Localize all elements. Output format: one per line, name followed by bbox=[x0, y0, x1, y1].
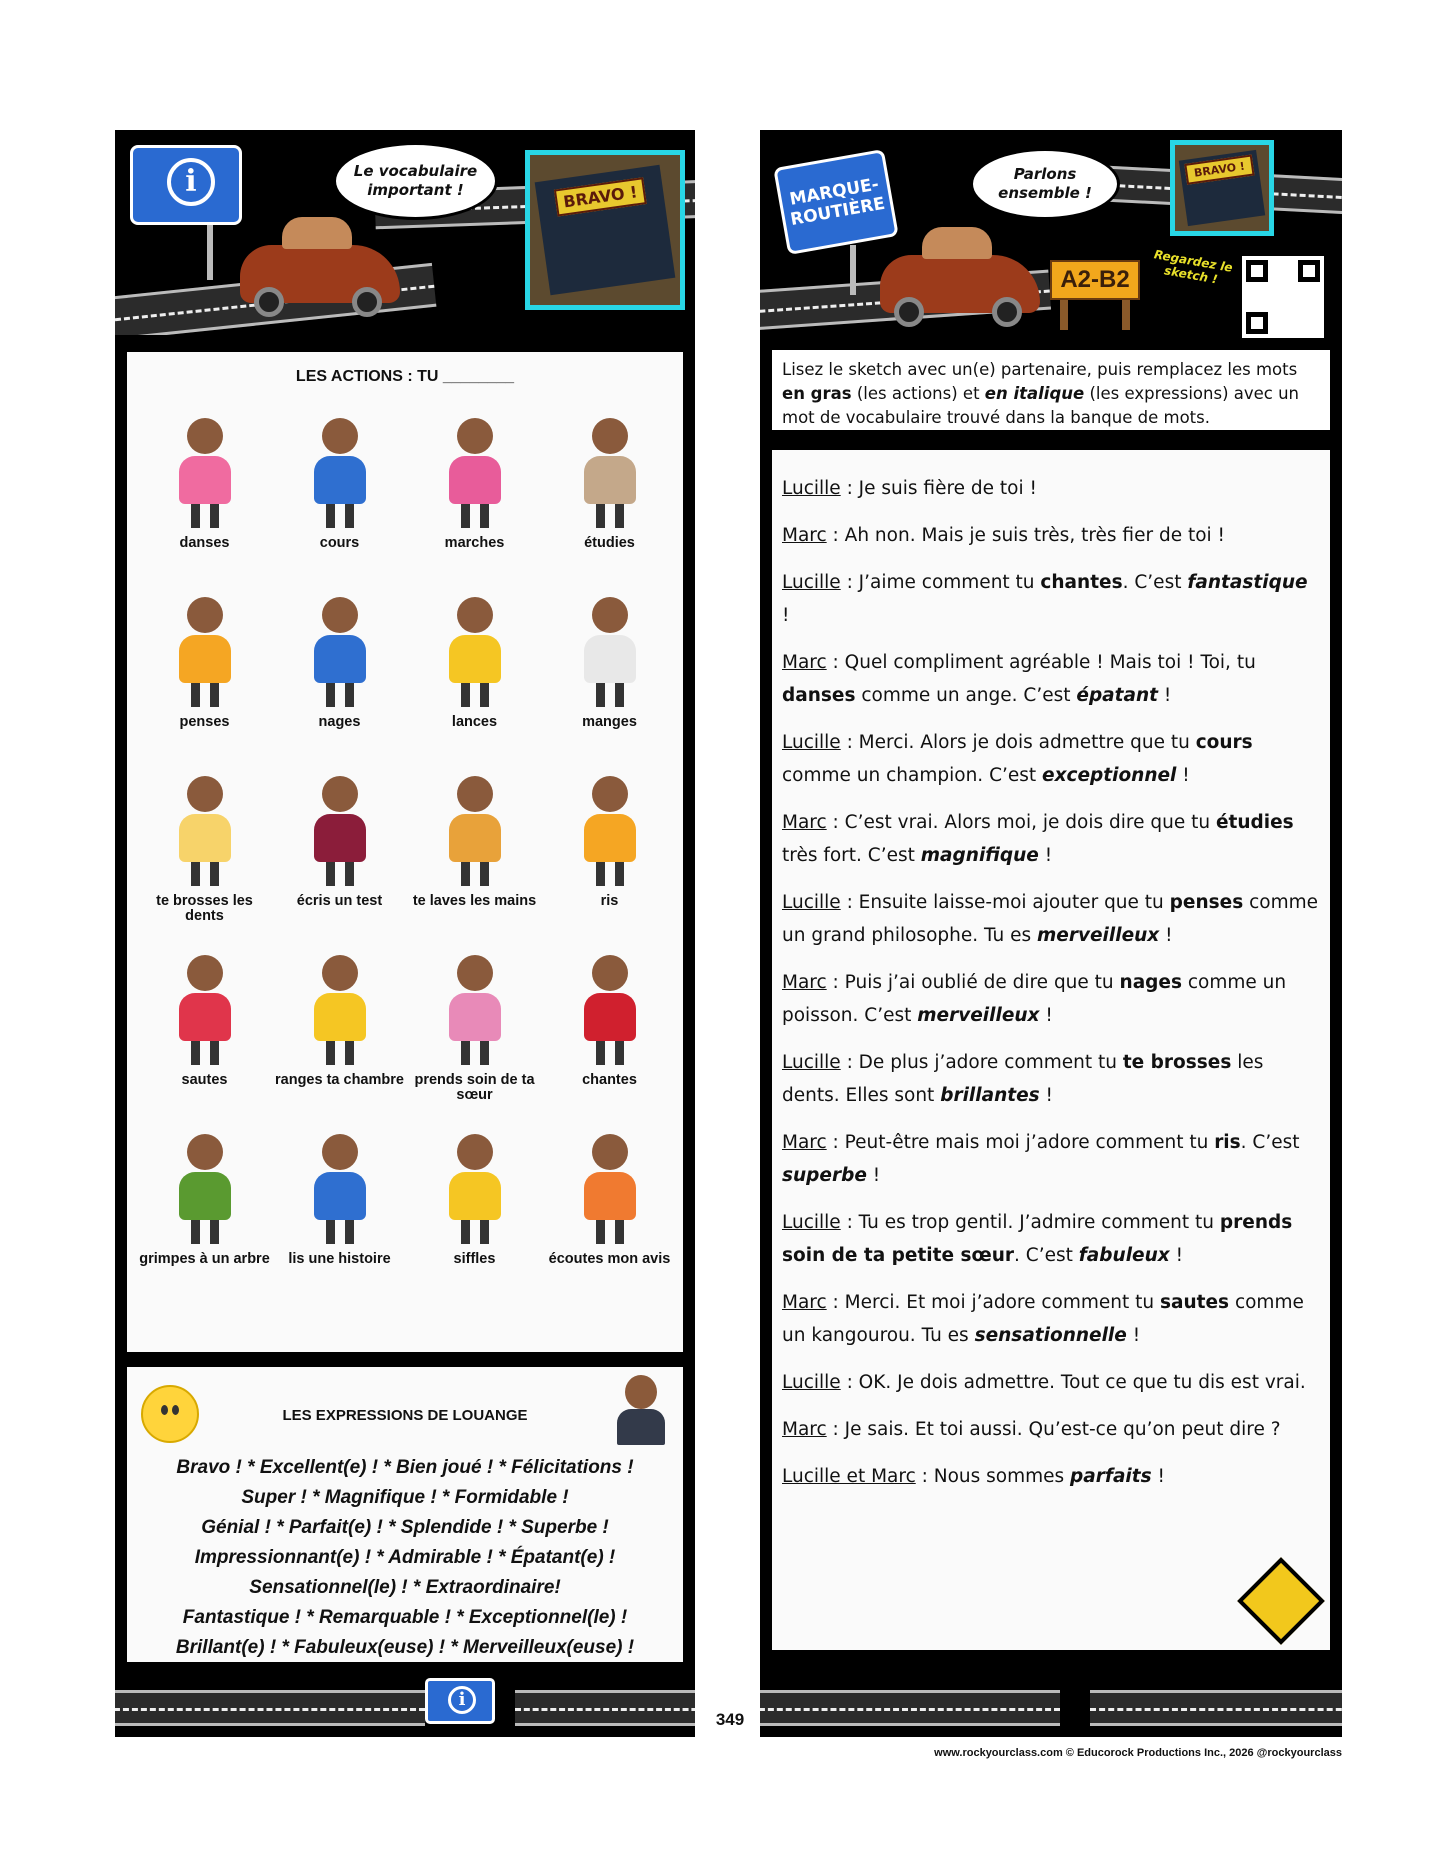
action-item bbox=[407, 1126, 542, 1305]
action-item bbox=[542, 947, 677, 1126]
action-word: nages bbox=[1119, 972, 1182, 993]
action-label: penses bbox=[179, 714, 230, 730]
dialogue-text: ! bbox=[1176, 765, 1190, 786]
speaker-name: Lucille bbox=[782, 732, 841, 753]
action-label: sautes bbox=[181, 1072, 228, 1088]
action-word: penses bbox=[1169, 892, 1244, 913]
dialogue-text: : Nous sommes bbox=[915, 1466, 1071, 1487]
action-word: prends soin de ta petite sœur bbox=[782, 1212, 1293, 1266]
dialogue-text: ! bbox=[1151, 1466, 1165, 1487]
dialogue-text: : Puis j’ai oublié de dire que tu bbox=[826, 972, 1120, 993]
action-label: te laves les mains bbox=[412, 893, 537, 909]
speaker-name: Marc bbox=[782, 1419, 827, 1440]
dialogue-text: : Merci. Et moi j’adore comment tu bbox=[826, 1292, 1160, 1313]
praise-expression: fabuleux bbox=[1078, 1245, 1170, 1266]
praise-expression: magnifique bbox=[920, 845, 1039, 866]
watch-sketch-label: Regardez le sketch ! bbox=[1152, 247, 1234, 287]
speaker-name: Lucille bbox=[782, 1372, 841, 1393]
speaking-bubble: Parlons ensemble ! bbox=[970, 148, 1120, 220]
dialogue-text: comme un poisson. C’est bbox=[782, 972, 1287, 1026]
dialogue-text: . C’est bbox=[1122, 572, 1188, 593]
speaker-name: Lucille bbox=[782, 1052, 841, 1073]
speaker-name: Marc bbox=[782, 812, 827, 833]
action-word: étudies bbox=[1215, 812, 1294, 833]
action-illustration-icon bbox=[292, 770, 387, 888]
speaker-name: Marc bbox=[782, 1132, 827, 1153]
dialogue-text: comme un champion. C’est bbox=[782, 765, 1043, 786]
action-label: étudies bbox=[584, 535, 635, 551]
action-label: écris un test bbox=[296, 893, 383, 909]
dialogue-text: ! bbox=[1038, 845, 1053, 866]
action-item bbox=[272, 410, 407, 589]
praise-expression: parfaits bbox=[1070, 1466, 1152, 1487]
dialogue-text: ! bbox=[866, 1165, 881, 1186]
action-label: ranges ta chambre bbox=[275, 1072, 404, 1088]
road-graphic bbox=[1090, 1690, 1342, 1726]
actions-title: LES ACTIONS : TU ________ bbox=[295, 368, 515, 385]
sign-post bbox=[207, 225, 213, 280]
instructions-text: Lisez le sketch avec un(e) partenaire, puis remplacez les mots bbox=[782, 360, 1298, 379]
speaker-name: Marc bbox=[782, 972, 827, 993]
action-illustration-icon bbox=[427, 949, 522, 1067]
speaker-name: Lucille bbox=[782, 478, 841, 499]
dialogue-box bbox=[772, 450, 1330, 1650]
dialogue-text: : Quel compliment agréable ! Mais toi ! Toi, tu bbox=[826, 652, 1256, 673]
speaker-name: Lucille bbox=[782, 892, 841, 913]
actions-card bbox=[127, 352, 683, 1352]
expression-line: Sensationnel(le) ! * Extraordinaire! bbox=[249, 1577, 561, 1598]
expression-line: Génial ! * Parfait(e) ! * Splendide ! * Superbe ! bbox=[201, 1517, 609, 1538]
action-illustration-icon bbox=[562, 949, 657, 1067]
instructions-italic: en italique bbox=[984, 384, 1085, 403]
dialogue-line bbox=[782, 1413, 1320, 1446]
dialogue-text: : Tu es trop gentil. J’admire comment tu bbox=[840, 1212, 1220, 1233]
action-item bbox=[542, 589, 677, 768]
car-illustration bbox=[880, 255, 1040, 313]
action-item bbox=[542, 768, 677, 947]
page-number: 349 bbox=[715, 1710, 745, 1729]
expression-line: Impressionnant(e) ! * Admirable ! * Épatant(e) ! bbox=[194, 1547, 616, 1568]
dialogue-line bbox=[782, 472, 1320, 505]
bravo-poster bbox=[1170, 140, 1274, 236]
dialogue-text: : Ah non. Mais je suis très, très fier de toi ! bbox=[826, 525, 1225, 546]
road-graphic bbox=[515, 1690, 695, 1726]
dialogue-line bbox=[782, 806, 1320, 872]
vocabulary-bubble: Le vocabulaire important ! bbox=[333, 142, 498, 220]
dialogue-text: comme un kangourou. Tu es bbox=[782, 1292, 1304, 1346]
action-item bbox=[542, 1126, 677, 1305]
action-illustration-icon bbox=[427, 591, 522, 709]
praise-expression: merveilleux bbox=[1037, 925, 1160, 946]
expression-line: Fantastique ! * Remarquable ! * Exceptionnel(le) ! bbox=[182, 1607, 628, 1628]
dialogue-line bbox=[782, 1366, 1320, 1399]
action-item bbox=[137, 768, 272, 947]
action-label: grimpes à un arbre bbox=[139, 1251, 270, 1267]
dialogue-text: : De plus j’adore comment tu bbox=[840, 1052, 1123, 1073]
praise-expression: brillantes bbox=[940, 1085, 1040, 1106]
footer-credits: www.rockyourclass.com © Educorock Productions Inc., 2026 @rockyourclass bbox=[934, 1747, 1342, 1759]
dialogue-text: ! bbox=[1159, 925, 1173, 946]
dialogue-line bbox=[782, 1046, 1320, 1112]
action-label: cours bbox=[319, 535, 360, 551]
action-word: sautes bbox=[1159, 1292, 1230, 1313]
footer-roads bbox=[115, 1662, 695, 1737]
speaker-name: Lucille bbox=[782, 1212, 841, 1233]
dialogue-line bbox=[782, 1286, 1320, 1352]
level-sign-posts bbox=[1060, 300, 1130, 330]
dialogue-text: les dents. Elles sont bbox=[782, 1052, 1264, 1106]
action-illustration-icon bbox=[562, 770, 657, 888]
vocabulary-header bbox=[115, 130, 695, 335]
poster-title: BRAVO ! bbox=[1185, 155, 1254, 185]
praise-expression: épatant bbox=[1076, 685, 1159, 706]
action-item bbox=[137, 589, 272, 768]
action-illustration-icon bbox=[157, 591, 252, 709]
expressions-card bbox=[127, 1367, 683, 1662]
action-label: écoutes mon avis bbox=[548, 1251, 671, 1267]
praise-expression: merveilleux bbox=[917, 1005, 1040, 1026]
dialogue-text: : J’aime comment tu bbox=[840, 572, 1041, 593]
dialogue-text: : Merci. Alors je dois admettre que tu bbox=[840, 732, 1196, 753]
dialogue-panel bbox=[760, 130, 1342, 1737]
action-label: nages bbox=[318, 714, 361, 730]
dialogue-line bbox=[782, 886, 1320, 952]
dialogue-text: comme un ange. C’est bbox=[855, 685, 1077, 706]
praise-expression: superbe bbox=[782, 1165, 867, 1186]
action-illustration-icon bbox=[562, 591, 657, 709]
action-item bbox=[272, 947, 407, 1126]
dialogue-text: ! bbox=[1039, 1005, 1053, 1026]
action-illustration-icon bbox=[427, 770, 522, 888]
dialogue-line bbox=[782, 566, 1320, 632]
action-item bbox=[137, 947, 272, 1126]
speaker-name: Marc bbox=[782, 1292, 827, 1313]
action-item bbox=[407, 410, 542, 589]
action-illustration-icon bbox=[292, 591, 387, 709]
dialogue-text: comme un grand philosophe. Tu es bbox=[782, 892, 1318, 946]
level-sign: A2-B2 bbox=[1050, 260, 1140, 300]
dialogue-text: : Je sais. Et toi aussi. Qu’est-ce qu’on peut dire ? bbox=[826, 1419, 1281, 1440]
dialogue-line bbox=[782, 646, 1320, 712]
poster-title: BRAVO ! bbox=[554, 177, 647, 216]
actions-grid bbox=[137, 410, 677, 1305]
speaker-name: Marc bbox=[782, 652, 827, 673]
action-word: chantes bbox=[1040, 572, 1123, 593]
action-word: danses bbox=[782, 685, 856, 706]
bravo-poster bbox=[525, 150, 685, 310]
car-illustration bbox=[240, 245, 400, 303]
road-graphic bbox=[760, 1690, 1060, 1726]
action-illustration-icon bbox=[292, 412, 387, 530]
dialogue-text: ! bbox=[1158, 685, 1172, 706]
dialogue-text: . C’est bbox=[1014, 1245, 1079, 1266]
action-item bbox=[542, 410, 677, 589]
dialogue-line bbox=[782, 519, 1320, 552]
action-illustration-icon bbox=[562, 412, 657, 530]
dialogue-line bbox=[782, 1206, 1320, 1272]
footer-roads bbox=[760, 1662, 1342, 1737]
dialogue-text: très fort. C’est bbox=[782, 845, 921, 866]
instructions-text: (les expressions) avec un mot de vocabulaire trouvé dans la banque de mots. bbox=[782, 384, 1300, 427]
action-item bbox=[407, 589, 542, 768]
action-label: lances bbox=[451, 714, 498, 730]
action-illustration-icon bbox=[427, 412, 522, 530]
action-label: chantes bbox=[582, 1072, 637, 1088]
action-illustration-icon bbox=[157, 1128, 252, 1246]
dialogue-text: : OK. Je dois admettre. Tout ce que tu dis est vrai. bbox=[840, 1372, 1306, 1393]
speaker-name: Lucille bbox=[782, 572, 841, 593]
action-illustration-icon bbox=[292, 949, 387, 1067]
dialogue-header bbox=[760, 130, 1342, 345]
expression-line: Super ! * Magnifique ! * Formidable ! bbox=[241, 1487, 569, 1508]
dialogue-text: : Je suis fière de toi ! bbox=[840, 478, 1037, 499]
roadwork-sign-icon bbox=[1237, 1557, 1325, 1645]
action-label: danses bbox=[179, 535, 230, 551]
marque-routiere-sign: MARQUE-ROUTIÈRE bbox=[773, 149, 899, 255]
instructions-bold: en gras bbox=[782, 384, 852, 403]
action-illustration-icon bbox=[292, 1128, 387, 1246]
dialogue-text: : C’est vrai. Alors moi, je dois dire que tu bbox=[826, 812, 1216, 833]
action-illustration-icon bbox=[157, 770, 252, 888]
action-item bbox=[137, 410, 272, 589]
dialogue-text: : Peut-être mais moi j’adore comment tu bbox=[826, 1132, 1215, 1153]
action-item bbox=[407, 947, 542, 1126]
action-label: lis une histoire bbox=[288, 1251, 391, 1267]
action-label: siffles bbox=[453, 1251, 496, 1267]
dialogue-line bbox=[782, 1126, 1320, 1192]
qr-code-icon[interactable] bbox=[1242, 256, 1324, 338]
dialogue-text: ! bbox=[782, 605, 790, 626]
dialogue-text: . C’est bbox=[1240, 1132, 1300, 1153]
vocabulary-panel bbox=[115, 130, 695, 1737]
dialogue-text: ! bbox=[1169, 1245, 1183, 1266]
action-word: cours bbox=[1195, 732, 1253, 753]
action-item bbox=[272, 768, 407, 947]
instructions-text: (les actions) et bbox=[851, 384, 985, 403]
expressions-title: LES EXPRESSIONS DE LOUANGE bbox=[282, 1407, 528, 1424]
action-illustration-icon bbox=[427, 1128, 522, 1246]
expression-line: Bravo ! * Excellent(e) ! * Bien joué ! * Félicitations ! bbox=[176, 1457, 634, 1478]
dialogue-line bbox=[782, 726, 1320, 792]
action-label: ris bbox=[600, 893, 619, 909]
action-illustration-icon bbox=[157, 412, 252, 530]
action-label: marches bbox=[444, 535, 505, 551]
action-illustration-icon bbox=[157, 949, 252, 1067]
action-item bbox=[272, 1126, 407, 1305]
dialogue-text: ! bbox=[1126, 1325, 1141, 1346]
dialogue-text: : Ensuite laisse-moi ajouter que tu bbox=[840, 892, 1170, 913]
dialogue-text: ! bbox=[1039, 1085, 1053, 1106]
expression-line: Brillant(e) ! * Fabuleux(euse) ! * Merveilleux(euse) ! bbox=[175, 1637, 635, 1658]
action-label: prends soin de ta sœur bbox=[414, 1072, 535, 1104]
action-illustration-icon bbox=[562, 1128, 657, 1246]
action-item bbox=[272, 589, 407, 768]
dialogue-line bbox=[782, 966, 1320, 1032]
action-item bbox=[137, 1126, 272, 1305]
praise-expression: exceptionnel bbox=[1042, 765, 1177, 786]
expressions-list bbox=[127, 1453, 683, 1663]
action-word: ris bbox=[1214, 1132, 1241, 1153]
action-label: manges bbox=[582, 714, 637, 730]
action-word: te brosses bbox=[1122, 1052, 1232, 1073]
speaker-name: Marc bbox=[782, 525, 827, 546]
praise-expression: sensationnelle bbox=[974, 1325, 1127, 1346]
action-label: te brosses les dents bbox=[156, 893, 253, 925]
info-sign-icon: i bbox=[425, 1678, 495, 1724]
road-graphic bbox=[115, 1690, 425, 1726]
action-item bbox=[407, 768, 542, 947]
praise-expression: fantastique bbox=[1187, 572, 1308, 593]
instructions bbox=[772, 350, 1330, 430]
dialogue-line bbox=[782, 1460, 1320, 1493]
info-sign-icon: i bbox=[130, 145, 242, 225]
sign-post bbox=[850, 245, 856, 295]
speaker-name: Lucille et Marc bbox=[782, 1466, 916, 1487]
